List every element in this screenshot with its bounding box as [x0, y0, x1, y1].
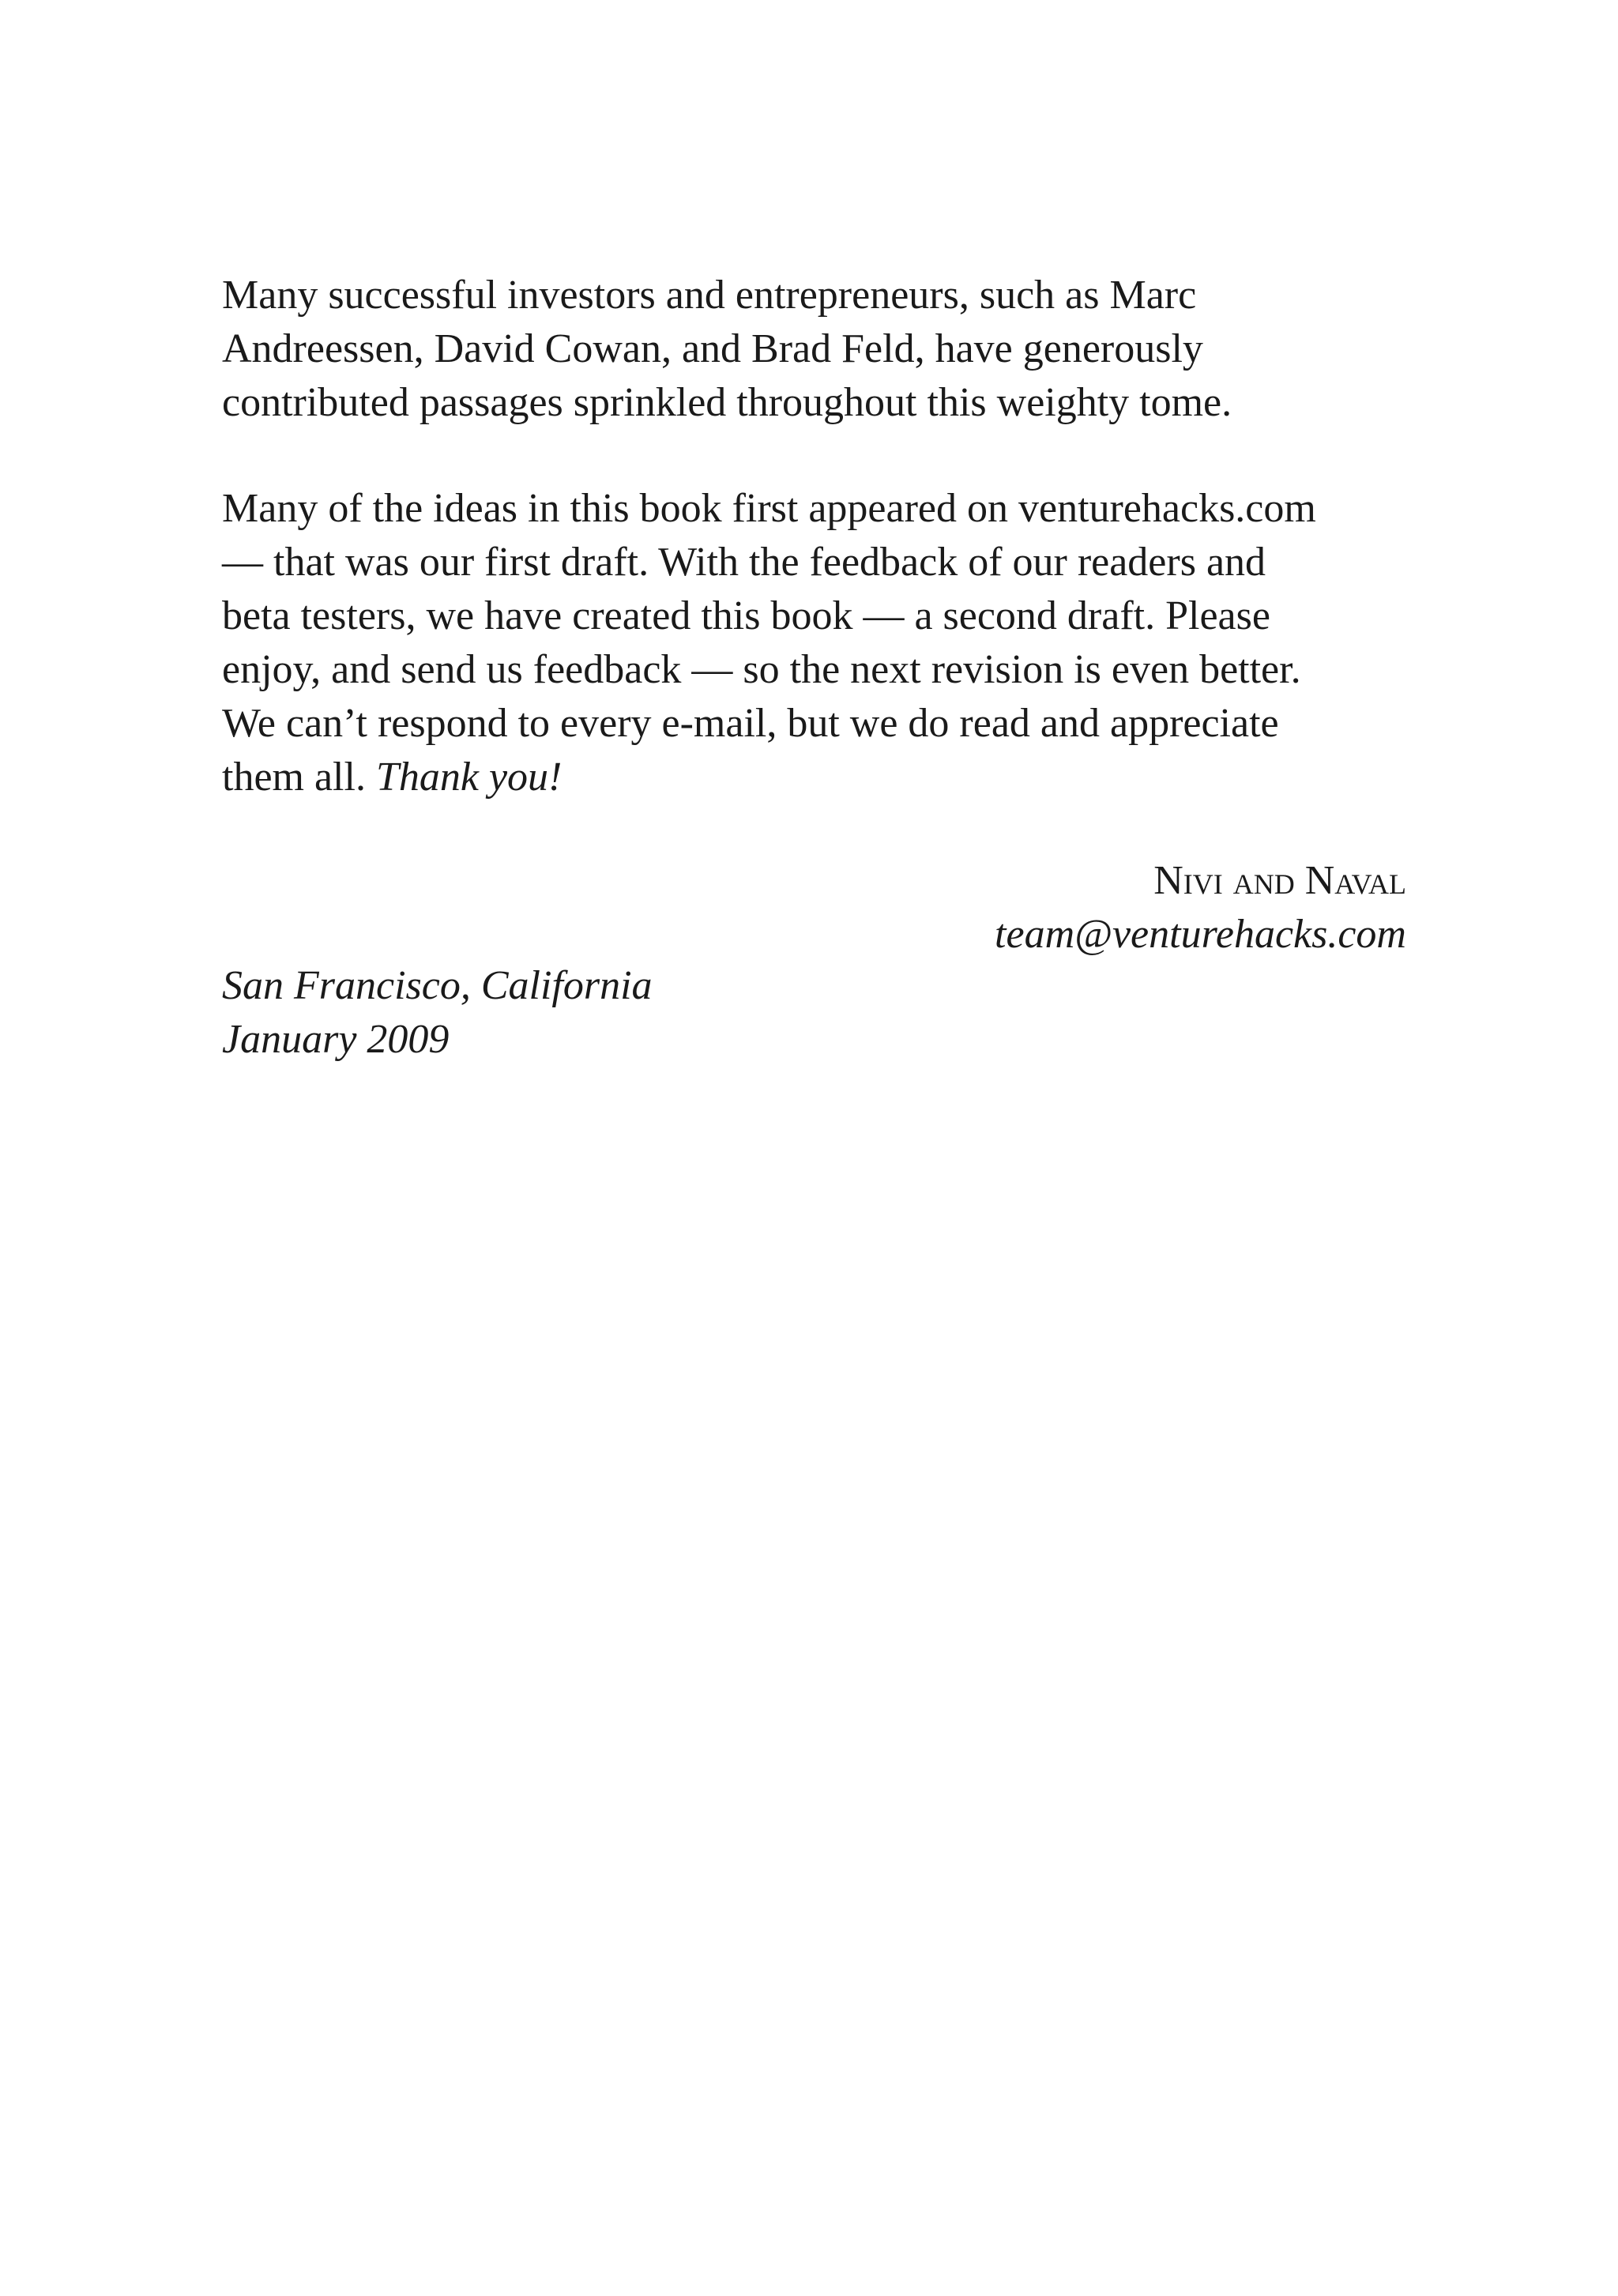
location: San Francisco, California	[222, 963, 653, 1008]
paragraph-line: — that was our first draft. With the feedback of our readers and	[222, 540, 1266, 585]
contact-email: team@venturehacks.com	[995, 912, 1406, 957]
paragraph-line: Many of the ideas in this book first appeared on venturehacks.com	[222, 486, 1316, 531]
paragraph-last-line	[222, 751, 1407, 804]
paragraph-contributors	[222, 269, 1407, 430]
place-date-block	[222, 959, 653, 1067]
paragraph-line: beta testers, we have created this book — a second draft. Please	[222, 593, 1270, 638]
paragraph-line: We can’t respond to every e-mail, but we do read and appreciate	[222, 701, 1279, 746]
paragraph-line: Many successful investors and entrepreneurs, such as Marc	[222, 273, 1197, 318]
paragraph-line: Andreessen, David Cowan, and Brad Feld, have generously	[222, 326, 1203, 371]
signature-block	[995, 854, 1406, 962]
author-names: Nivi and Naval	[1153, 858, 1406, 903]
paragraph-line: enjoy, and send us feedback — so the next revision is even better.	[222, 647, 1301, 692]
date: January 2009	[222, 1017, 450, 1062]
paragraph-line: contributed passages sprinkled throughout this weighty tome.	[222, 380, 1232, 425]
paragraph-feedback	[222, 482, 1407, 804]
paragraph-last-line-text: them all.	[222, 755, 366, 800]
thank-you-emphasis: Thank you!	[375, 755, 563, 800]
